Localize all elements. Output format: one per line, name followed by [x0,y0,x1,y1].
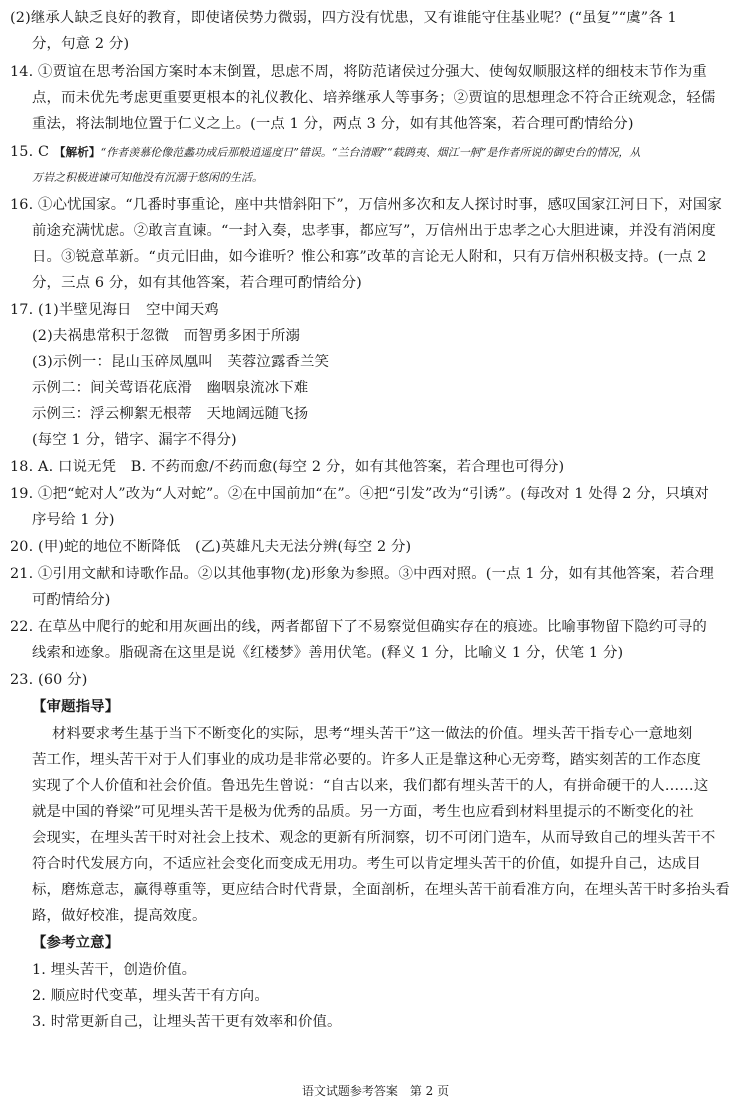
answer-17-line: 17. (1)半壁见海日 空中闻天鸡 [10,302,219,318]
answer-21-line: 21. ①引用文献和诗歌作品。②以其他事物(龙)形象为参照。③中西对照。(一点 1 分，如有其他答案，若合理 [10,566,714,582]
answer-23-line: 23. (60 分) [10,672,88,688]
page-footer: 语文试题参考答案 第 2 页 [301,1084,450,1098]
text-line: 苦工作，埋头苦干对于人们事业的成功是非常必要的。许多人正是靠这种心无旁骛，踏实刻苦的工作态度 [32,752,701,768]
text-line: 分，句意 2 分) [32,36,130,52]
answer-19-line: 19. ①把“蛇对人”改为“人对蛇”。②在中国前加“在”。④把“引发”改为“引诱”。(每改对 1 处得 2 分，只填对 [10,486,709,502]
answer-20-line: 20. (甲)蛇的地位不断降低 (乙)英雄凡夫无法分辨(每空 2 分) [10,539,412,555]
analysis-text: “作者羡慕伦像范蠡功成后那般逍遥度日”错误。“兰台清暇”“载鹍夷、烟江一舸”是作者所说的御史台的情况，从 [100,146,641,159]
text-line: 标，磨炼意志，赢得尊重等，更应结合时代背景，全面剖析，在埋头苦干前看准方向，在埋头苦干时多抬头看 [32,882,730,898]
text-line: (2)继承人缺乏良好的教育，即使诸侯势力微弱，四方没有忧患，又有谁能守住基业呢？(“虽复”“虞”各 1 [10,10,677,26]
text-line: 序号给 1 分) [32,512,115,528]
list-item: 1. 埋头苦干，创造价值。 [32,962,197,978]
text-line: (2)夫祸患常积于忽微 而智勇多困于所溺 [32,328,301,344]
text-line: 示例三：浮云柳絮无根蒂 天地阔远随飞扬 [32,406,309,422]
analysis-tag: 【解析】 [53,145,101,159]
text-line: 点，而未优先考虑更重要更根本的礼仪教化、培养继承人等事务；②贾谊的思想理念不符合正统观念，轻儒 [32,90,716,106]
section-heading: 【参考立意】 [32,934,120,951]
text-line: 示例二：间关莺语花底滑 幽咽泉流冰下难 [32,380,309,396]
text-line: 就是中国的脊梁”可见埋头苦干是极为优秀的品质。另一方面，考生也应看到材料里提示的不断变化的社 [32,804,694,820]
text-line: 可酌情给分) [32,592,111,608]
text-line: (每空 1 分，错字、漏字不得分) [32,432,237,448]
answer-15-choice: 15. C [10,144,50,160]
section-heading: 【审题指导】 [32,698,120,715]
text-line: 实现了个人价值和社会价值。鲁迅先生曾说：“自古以来，我们都有埋头苦干的人，有拼命硬干的人……这 [32,778,709,794]
answer-15-line [10,142,746,163]
text-line: 路，做好校准，提高效度。 [32,908,207,924]
text-line: 符合时代发展方向，不适应社会变化而变成无用功。考生可以肯定埋头苦干的价值，如提升自己，达成目 [32,856,701,872]
text-line: 会现实，在埋头苦干时对社会上技术、观念的更新有所洞察，切不可闭门造车，从而导致自己的埋头苦干不 [32,830,716,846]
text-line: 重法，将法制地位置于仁义之上。(一点 1 分，两点 3 分，如有其他答案，若合理可酌情给分) [32,116,634,132]
answer-16-line: 16. ①心忧国家。“几番时事重论，座中共惜斜阳下”，万信州多次和友人探讨时事，感叹国家江河日下，对国家 [10,197,722,213]
text-line: 日。③锐意革新。“贞元旧曲，如今谁听？惟公和寡”改革的言论无人附和，只有万信州积极支持。(一点 2 [32,249,707,265]
text-line: (3)示例一：昆山玉碎凤凰叫 芙蓉泣露香兰笑 [32,354,330,370]
text-line: 分，三点 6 分，如有其他答案，若合理可酌情给分) [32,275,362,291]
text-line: 万岩之积极进谏可知他没有沉溺于悠闲的生活。 [32,171,263,184]
answer-22-line: 22. 在草丛中爬行的蛇和用灰画出的线，两者都留下了不易察觉但确实存在的痕迹。比喻事物留下隐约可寻的 [10,619,707,635]
list-item: 2. 顺应时代变革，埋头苦干有方向。 [32,988,269,1004]
answer-18-line: 18. A. 口说无凭 B. 不药而愈/不药而愈(每空 2 分，如有其他答案，若合理也可得分) [10,459,565,475]
text-line: 前途充满忧虑。②敢言直谏。“一封入奏，忠孝事，都应写”，万信州出于忠孝之心大胆进谏，并没有消闲度 [32,223,716,239]
text-line: 线索和迹象。脂砚斋在这里是说《红楼梦》善用伏笔。(释义 1 分，比喻义 1 分，伏笔 1 分) [32,645,624,661]
answer-14-line: 14. ①贾谊在思考治国方案时本末倒置，思虑不周，将防范诸侯过分强大、使匈奴顺服这样的细枝末节作为重 [10,64,707,80]
text-line: 材料要求考生基于当下不断变化的实际，思考“埋头苦干”这一做法的价值。埋头苦干指专心一意地刻 [52,726,693,742]
list-item: 3. 时常更新自己，让埋头苦干更有效率和价值。 [32,1014,342,1030]
